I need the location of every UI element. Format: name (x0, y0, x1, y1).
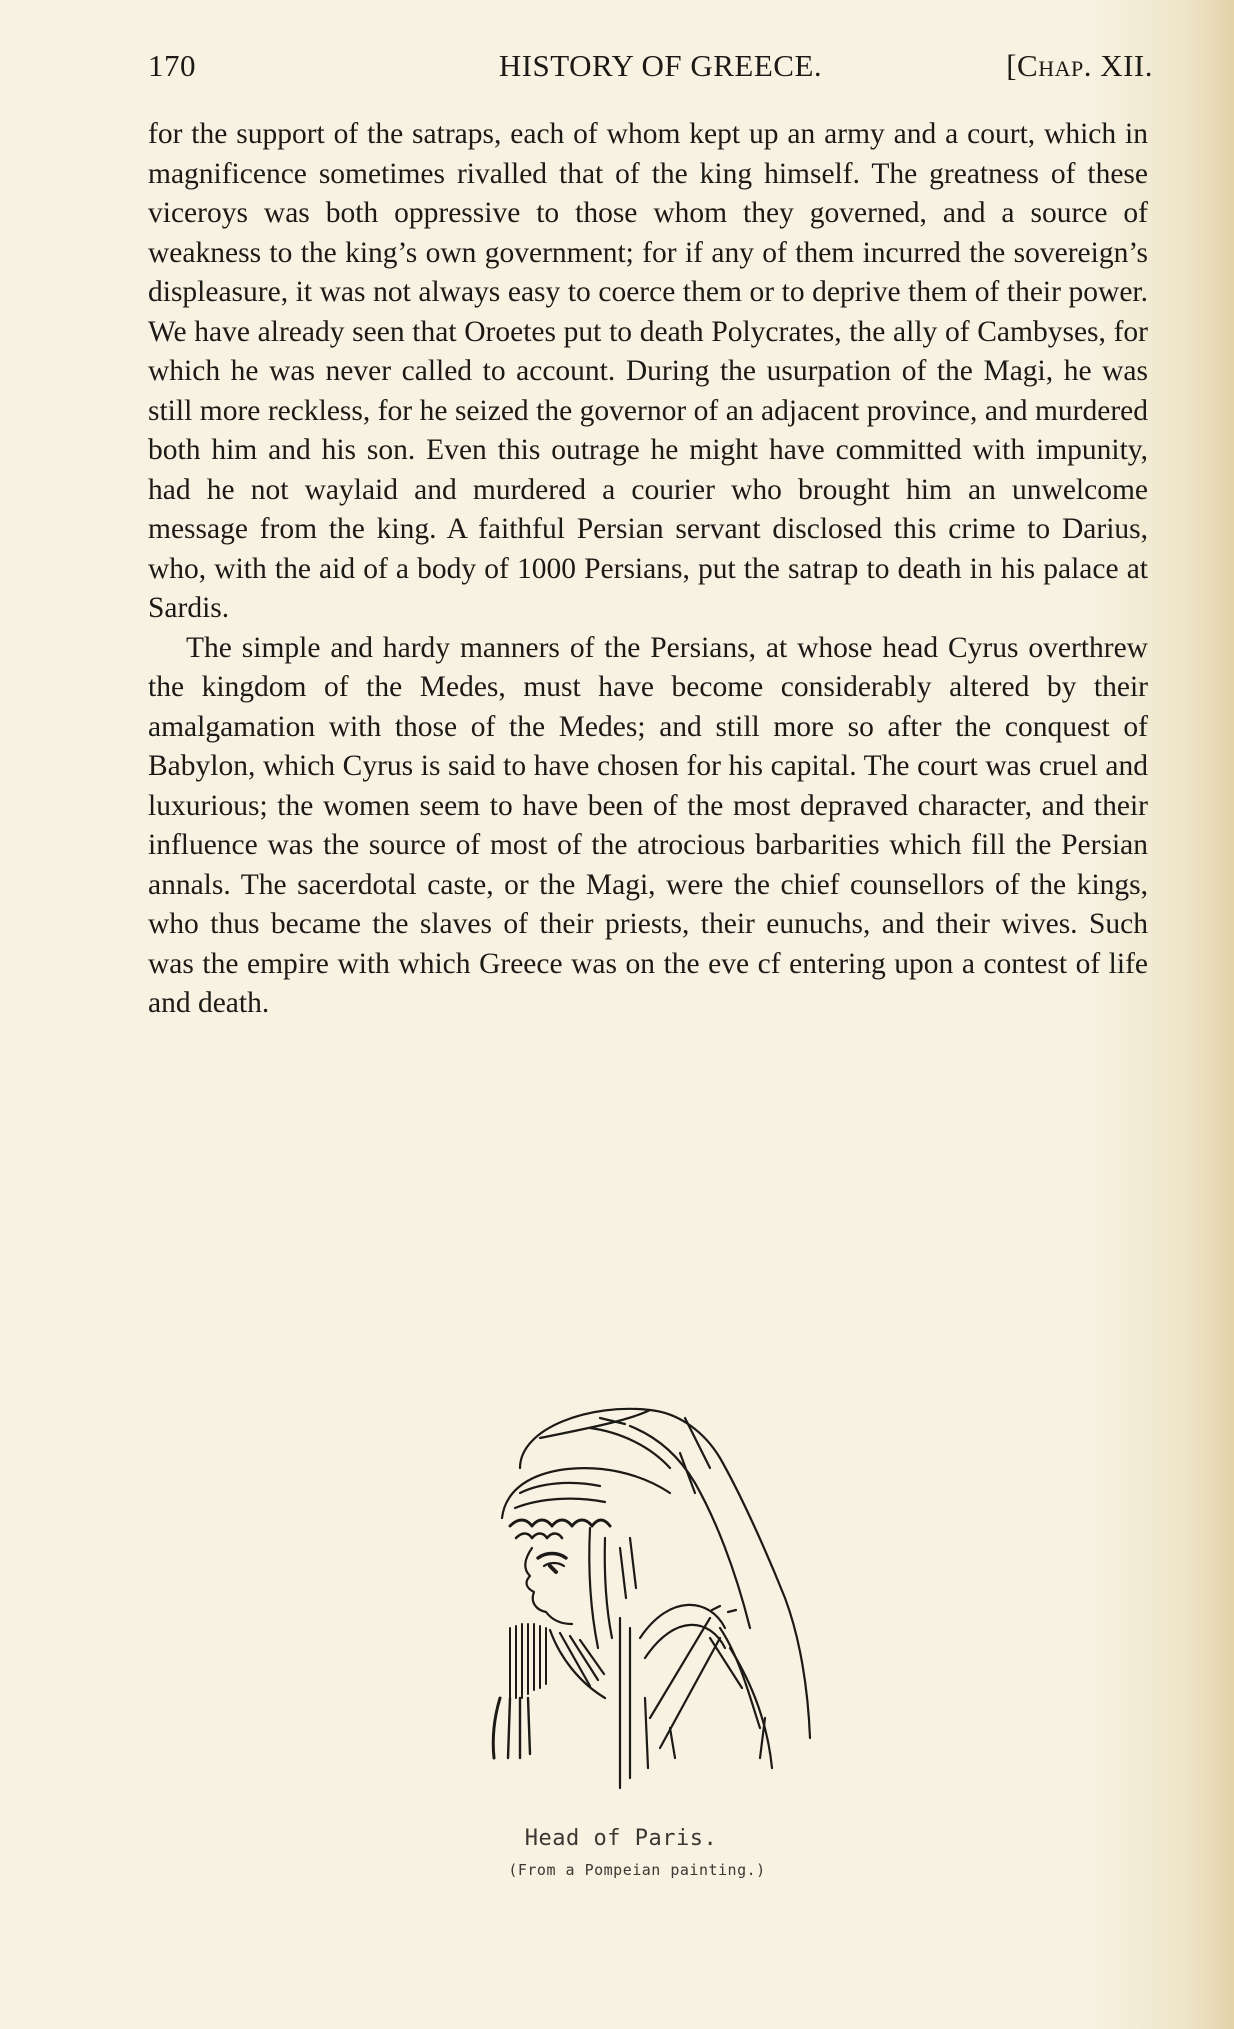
page-header (148, 48, 1153, 88)
caption-credit: (From a Pompeian painting.) (508, 1861, 766, 1879)
chapter-label-rest: . XII. (1083, 48, 1153, 83)
running-title: HISTORY OF GREECE. (498, 48, 823, 83)
chapter-label (1006, 48, 1153, 84)
figure-caption (0, 1826, 1234, 1879)
page-number: 170 (148, 48, 196, 83)
paragraph-2: The simple and hardy manners of the Persians, at whose head Cyrus overthrew the kingdom of the Medes, must have become considerably altered by their amalgamation with those of the Medes; and still more so after the conquest of Babylon, which Cyrus is said to have chosen for his capital. The court was cruel and luxurious; the women seem to have been of the most depraved character, and their influence was the source of most of the atrocious barbarities which fill the Persian annals. The sacerdotal caste, or the Magi, were the chief counsellors of the kings, who thus became the slaves of their priests, their eunuchs, and their wives. Such was the empire with which Greece was on the eve cf entering upon a contest of life and death. (148, 631, 1148, 1019)
paragraph-1: for the support of the satraps, each of whom kept up an army and a court, which in magnificence sometimes rivalled that of the king himself. The greatness of these viceroys was both oppressive to those whom they governed, and a source of weakness to the king’s own government; for if any of them incurred the sovereign’s displeasure, it was not always easy to coerce them or to deprive them of their power. We have already seen that Oroetes put to death Polycrates, the ally of Cambyses, for which he was never called to account. During the usurpation of the Magi, he was still more reckless, for he seized the governor of an adjacent province, and murdered both him and his son. Even this outrage he might have committed with impunity, had he not waylaid and murdered a courier who brought him an unwelcome message from the king. A faithful Persian servant disclosed this crime to Darius, who, with the aid of a body of 1000 Persians, put the satrap to death in his palace at Sardis. (148, 118, 1148, 624)
chapter-label-open: [C (1006, 48, 1039, 83)
chapter-label-smallcaps: hap (1038, 48, 1084, 83)
caption-title: Head of Paris. (524, 1826, 718, 1851)
body-text (148, 115, 1148, 1024)
head-of-paris-illustration (480, 1398, 820, 1794)
